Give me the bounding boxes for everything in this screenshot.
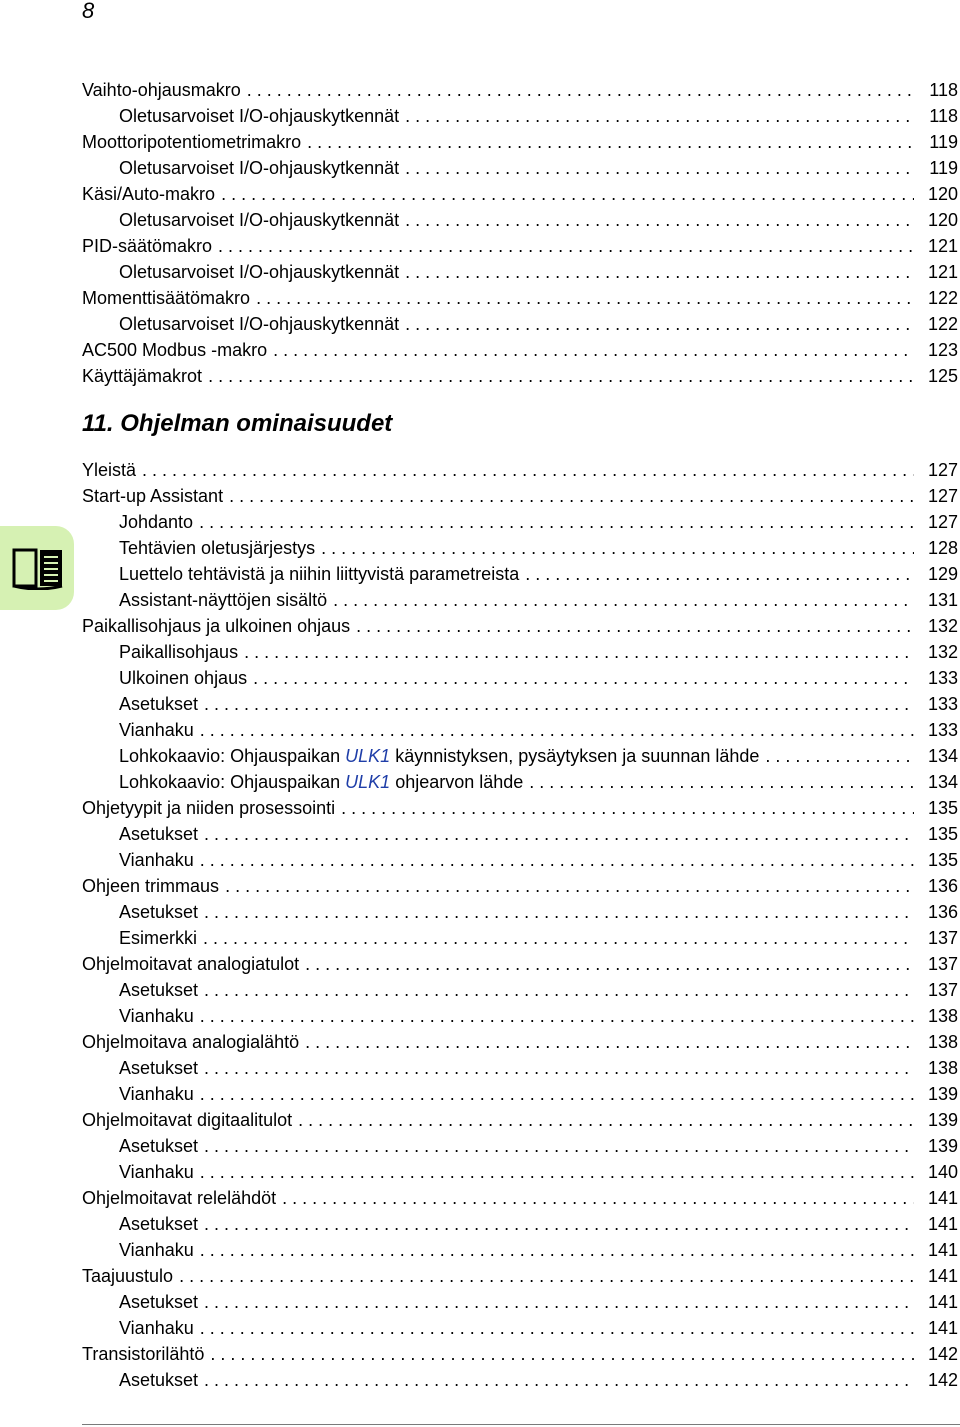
dot-leader — [525, 561, 914, 587]
toc-title-link[interactable]: ULK1 — [345, 746, 391, 766]
toc-entry[interactable] — [82, 259, 960, 285]
dot-leader — [200, 717, 914, 743]
toc-entry-page: 123 — [927, 340, 958, 360]
toc-entry-title: AC500 Modbus -makro — [82, 340, 268, 360]
toc-title-link[interactable]: ULK1 — [345, 772, 391, 792]
toc-entry-page: 121 — [927, 236, 958, 256]
toc-entry-page: 127 — [927, 460, 958, 480]
toc-entry[interactable] — [82, 535, 960, 561]
toc-entry[interactable] — [82, 717, 960, 743]
toc-entry-title: Vianhaku — [119, 1162, 194, 1182]
toc-entry[interactable] — [82, 769, 960, 795]
toc-entry-title: Start-up Assistant — [82, 486, 224, 506]
toc-entry[interactable] — [82, 1289, 960, 1315]
toc-entry-title: Oletusarvoiset I/O-ohjauskytkennät — [119, 106, 400, 126]
toc-entry-title: Käsi/Auto-makro — [82, 184, 216, 204]
toc-entry-page: 139 — [927, 1084, 958, 1104]
toc-entry[interactable] — [82, 129, 960, 155]
footer-rule — [82, 1424, 960, 1425]
toc-entry[interactable] — [82, 1107, 960, 1133]
toc-entry-title: Asetukset — [119, 1136, 199, 1156]
toc-entry[interactable] — [82, 337, 960, 363]
toc-entry-title: Transistorilähtö — [82, 1344, 205, 1364]
toc-entry-page: 138 — [927, 1032, 958, 1052]
book-tab[interactable] — [0, 526, 74, 610]
dot-leader — [298, 1107, 914, 1133]
toc-entry-title: Yleistä — [82, 460, 137, 480]
toc-title-text: Lohkokaavio: Ohjauspaikan — [119, 746, 346, 766]
toc-entry-page: 141 — [927, 1240, 958, 1260]
toc-entry-title: Oletusarvoiset I/O-ohjauskytkennät — [119, 262, 400, 282]
toc-entry-title: Oletusarvoiset I/O-ohjauskytkennät — [119, 210, 400, 230]
toc-entry-page: 135 — [927, 824, 958, 844]
dot-leader — [225, 873, 914, 899]
toc-entry-page: 138 — [927, 1058, 958, 1078]
toc-entry-title: Ulkoinen ohjaus — [119, 668, 248, 688]
toc-entry-title: Käyttäjämakrot — [82, 366, 203, 386]
toc-entry-page: 141 — [927, 1318, 958, 1338]
toc-entry-title: Oletusarvoiset I/O-ohjauskytkennät — [119, 158, 400, 178]
toc-entry-page: 122 — [927, 314, 958, 334]
toc-entry-page: 133 — [927, 720, 958, 740]
toc-entry-page: 128 — [927, 538, 958, 558]
toc-entry-page: 131 — [927, 590, 958, 610]
table-of-contents — [82, 77, 960, 1393]
dot-leader — [204, 1055, 914, 1081]
toc-entry-page: 120 — [927, 184, 958, 204]
dot-leader — [210, 1341, 914, 1367]
toc-entry[interactable] — [82, 1029, 960, 1055]
toc-entry[interactable] — [82, 821, 960, 847]
toc-entry[interactable] — [82, 1159, 960, 1185]
dot-leader — [204, 899, 914, 925]
dot-leader — [405, 207, 914, 233]
dot-leader — [204, 691, 914, 717]
dot-leader — [200, 1081, 914, 1107]
toc-entry-title: Asetukset — [119, 980, 199, 1000]
dot-leader — [204, 1367, 914, 1393]
toc-entry-title: PID-säätömakro — [82, 236, 213, 256]
toc-entry-title — [119, 743, 759, 769]
toc-entry-page: 118 — [929, 106, 958, 126]
dot-leader — [200, 1003, 914, 1029]
toc-entry-title: Asetukset — [119, 902, 199, 922]
toc-entry-title: Paikallisohjaus — [119, 642, 239, 662]
toc-entry-page: 118 — [929, 80, 958, 100]
toc-entry-page: 140 — [927, 1162, 958, 1182]
toc-entry[interactable] — [82, 977, 960, 1003]
toc-entry-title: Asetukset — [119, 1370, 199, 1390]
dot-leader — [229, 483, 914, 509]
toc-entry-page: 119 — [929, 132, 958, 152]
toc-entry[interactable] — [82, 1003, 960, 1029]
toc-entry-page: 134 — [927, 746, 958, 766]
dot-leader — [321, 535, 914, 561]
dot-leader — [253, 665, 914, 691]
dot-leader — [356, 613, 914, 639]
dot-leader — [200, 847, 914, 873]
toc-entry[interactable] — [82, 207, 960, 233]
dot-leader — [200, 1159, 914, 1185]
toc-entry[interactable] — [82, 77, 960, 103]
toc-entry[interactable] — [82, 311, 960, 337]
toc-entry-page: 135 — [927, 850, 958, 870]
toc-entry-title: Ohjetyypit ja niiden prosessointi — [82, 798, 336, 818]
toc-entry[interactable] — [82, 795, 960, 821]
toc-entry-title — [119, 769, 523, 795]
toc-entry[interactable] — [82, 951, 960, 977]
dot-leader — [199, 509, 914, 535]
toc-entry-title: Oletusarvoiset I/O-ohjauskytkennät — [119, 314, 400, 334]
toc-entry-title: Vianhaku — [119, 1318, 194, 1338]
toc-entry-title: Ohjelmoitavat relelähdöt — [82, 1188, 277, 1208]
dot-leader — [529, 769, 914, 795]
toc-entry-page: 125 — [927, 366, 958, 386]
dot-leader — [305, 951, 914, 977]
toc-entry[interactable] — [82, 509, 960, 535]
toc-entry-title: Tehtävien oletusjärjestys — [119, 538, 316, 558]
toc-entry[interactable] — [82, 155, 960, 181]
toc-entry-page: 141 — [927, 1214, 958, 1234]
dot-leader — [204, 1211, 914, 1237]
toc-entry-page: 136 — [927, 876, 958, 896]
toc-list-after — [82, 457, 960, 1393]
dot-leader — [208, 363, 914, 389]
toc-entry-page: 129 — [927, 564, 958, 584]
toc-entry[interactable] — [82, 613, 960, 639]
dot-leader — [765, 743, 914, 769]
toc-entry-title: Vaihto-ohjausmakro — [82, 80, 241, 100]
dot-leader — [405, 311, 914, 337]
toc-entry-page: 137 — [927, 928, 958, 948]
dot-leader — [405, 155, 914, 181]
toc-entry-page: 133 — [927, 668, 958, 688]
dot-leader — [341, 795, 914, 821]
toc-entry[interactable] — [82, 1133, 960, 1159]
toc-entry-title: Asetukset — [119, 1058, 199, 1078]
toc-entry[interactable] — [82, 1081, 960, 1107]
toc-entry-page: 135 — [927, 798, 958, 818]
toc-entry-page: 133 — [927, 694, 958, 714]
toc-entry-page: 138 — [927, 1006, 958, 1026]
toc-entry[interactable] — [82, 1237, 960, 1263]
toc-entry-title: Vianhaku — [119, 720, 194, 740]
dot-leader — [203, 925, 914, 951]
toc-entry-page: 121 — [927, 262, 958, 282]
toc-entry[interactable] — [82, 561, 960, 587]
toc-entry[interactable] — [82, 665, 960, 691]
toc-entry-title: Asetukset — [119, 1292, 199, 1312]
dot-leader — [204, 1289, 914, 1315]
toc-entry[interactable] — [82, 1341, 960, 1367]
toc-entry-title: Vianhaku — [119, 1006, 194, 1026]
toc-entry-page: 137 — [927, 954, 958, 974]
toc-entry-title: Ohjeen trimmaus — [82, 876, 220, 896]
toc-entry-page: 142 — [927, 1370, 958, 1390]
toc-list-before — [82, 77, 960, 389]
toc-entry-title: Ohjelmoitavat analogiatulot — [82, 954, 300, 974]
toc-entry[interactable] — [82, 483, 960, 509]
toc-entry-title: Assistant-näyttöjen sisältö — [119, 590, 328, 610]
toc-entry-page: 127 — [927, 512, 958, 532]
toc-entry[interactable] — [82, 873, 960, 899]
dot-leader — [142, 457, 914, 483]
toc-entry-title: Asetukset — [119, 1214, 199, 1234]
toc-entry[interactable] — [82, 363, 960, 389]
dot-leader — [282, 1185, 914, 1211]
toc-entry[interactable] — [82, 925, 960, 951]
toc-entry-title: Momenttisäätömakro — [82, 288, 251, 308]
toc-entry-page: 132 — [927, 616, 958, 636]
toc-entry[interactable] — [82, 899, 960, 925]
toc-entry[interactable] — [82, 587, 960, 613]
toc-entry[interactable] — [82, 233, 960, 259]
toc-entry-title: Ohjelmoitava analogialähtö — [82, 1032, 300, 1052]
toc-entry-page: 141 — [927, 1292, 958, 1312]
toc-entry-title: Asetukset — [119, 694, 199, 714]
toc-title-text: ohjearvon lähde — [390, 772, 524, 792]
toc-entry-page: 122 — [927, 288, 958, 308]
toc-entry-page: 139 — [927, 1136, 958, 1156]
toc-entry-page: 141 — [927, 1188, 958, 1208]
dot-leader — [221, 181, 914, 207]
dot-leader — [247, 77, 914, 103]
chapter-heading: 11. Ohjelman ominaisuudet — [82, 410, 393, 437]
toc-entry-page: 134 — [927, 772, 958, 792]
dot-leader — [200, 1315, 914, 1341]
toc-entry[interactable] — [82, 1211, 960, 1237]
toc-entry-page: 119 — [929, 158, 958, 178]
dot-leader — [405, 103, 914, 129]
toc-entry[interactable] — [82, 639, 960, 665]
dot-leader — [244, 639, 914, 665]
toc-entry[interactable] — [82, 847, 960, 873]
toc-entry-title: Johdanto — [119, 512, 194, 532]
dot-leader — [204, 977, 914, 1003]
toc-entry-title: Luettelo tehtävistä ja niihin liittyvistä parametreista — [119, 564, 520, 584]
toc-entry[interactable] — [82, 181, 960, 207]
dot-leader — [218, 233, 914, 259]
toc-entry[interactable] — [82, 103, 960, 129]
toc-title-text: käynnistyksen, pysäytyksen ja suunnan lähde — [390, 746, 760, 766]
toc-entry-page: 141 — [927, 1266, 958, 1286]
dot-leader — [305, 1029, 914, 1055]
dot-leader — [405, 259, 914, 285]
toc-entry-title: Paikallisohjaus ja ulkoinen ohjaus — [82, 616, 351, 636]
toc-entry-title: Esimerkki — [119, 928, 198, 948]
toc-entry-title: Vianhaku — [119, 850, 194, 870]
toc-entry-title: Taajuustulo — [82, 1266, 174, 1286]
dot-leader — [273, 337, 914, 363]
dot-leader — [179, 1263, 914, 1289]
dot-leader — [333, 587, 914, 613]
toc-entry-page: 120 — [927, 210, 958, 230]
dot-leader — [204, 1133, 914, 1159]
toc-entry-page: 136 — [927, 902, 958, 922]
toc-entry[interactable] — [82, 1185, 960, 1211]
dot-leader — [307, 129, 914, 155]
toc-entry[interactable] — [82, 1055, 960, 1081]
toc-entry-page: 139 — [927, 1110, 958, 1130]
toc-entry[interactable] — [82, 1367, 960, 1393]
toc-entry-title: Ohjelmoitavat digitaalitulot — [82, 1110, 293, 1130]
toc-entry[interactable] — [82, 1315, 960, 1341]
toc-entry-title: Vianhaku — [119, 1240, 194, 1260]
toc-entry[interactable] — [82, 1263, 960, 1289]
dot-leader — [256, 285, 914, 311]
book-icon — [10, 546, 66, 590]
dot-leader — [204, 821, 914, 847]
toc-entry[interactable] — [82, 743, 960, 769]
toc-entry[interactable] — [82, 457, 960, 483]
toc-entry-title: Moottoripotentiometrimakro — [82, 132, 302, 152]
toc-entry-title: Vianhaku — [119, 1084, 194, 1104]
toc-entry-title: Asetukset — [119, 824, 199, 844]
toc-entry-page: 132 — [927, 642, 958, 662]
toc-title-text: Lohkokaavio: Ohjauspaikan — [119, 772, 346, 792]
toc-entry-page: 127 — [927, 486, 958, 506]
toc-entry-page: 142 — [927, 1344, 958, 1364]
toc-entry[interactable] — [82, 691, 960, 717]
dot-leader — [200, 1237, 914, 1263]
toc-entry[interactable] — [82, 285, 960, 311]
toc-entry-page: 137 — [927, 980, 958, 1000]
page-number: 8 — [82, 0, 95, 23]
